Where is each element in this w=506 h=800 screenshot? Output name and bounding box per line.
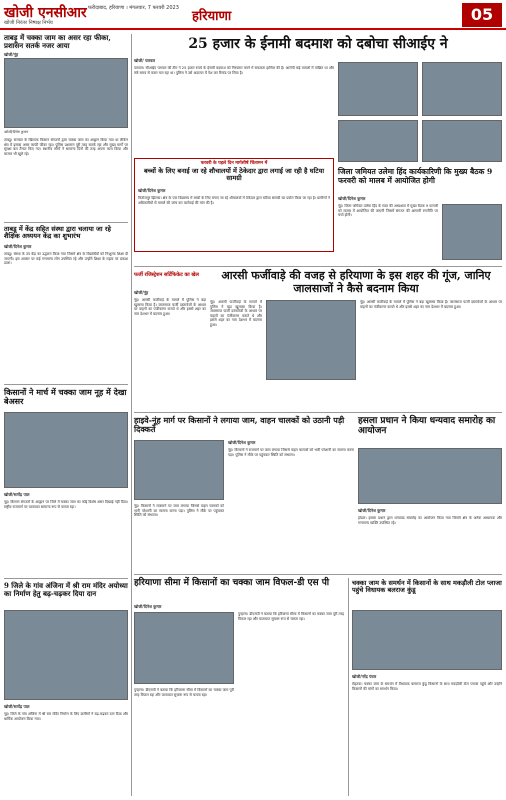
story10-photo <box>352 610 502 670</box>
story3-headline: किसानों ने मार्च में चक्का जाम नूह में देखा बेअसर <box>4 387 127 407</box>
story4-photo <box>4 610 128 700</box>
story9-body: पुन्हाना। डीएसपी ने बताया कि हरियाणा सीमा में किसानों का चक्का जाम पूरी तरह विफल रहा और यातायात सुचारू रूप से चलता रहा। <box>238 612 344 621</box>
lead-headline: 25 हजार के ईनामी बदमाश को दबोचा सीआईए ने <box>188 36 448 52</box>
story7-byline: खोजी/दिनेश कुमार <box>228 440 256 445</box>
masthead: खोजी एनसीआर <box>4 5 87 21</box>
story7-photo <box>134 440 224 500</box>
lead-photo-lower-left <box>338 120 418 162</box>
story5-photo <box>442 204 502 260</box>
divider <box>4 578 128 579</box>
story9-byline: खोजी/दिनेश कुमार <box>134 604 162 609</box>
story6-body-col3: नूंह। आरसी फर्जीवाड़े के मामले में पुलिस ने बड़ा खुलासा किया है। जालसाज फर्जी दस्तावेजों के आधार पर वाहनों का पंजीकरण कराते थे और इससे शहर का नाम देशभर में बदनाम हुआ। <box>360 300 502 309</box>
story6-body-col2: नूंह। आरसी फर्जीवाड़े के मामले में पुलिस ने बड़ा खुलासा किया है। जालसाज फर्जी दस्तावेजों के आधार पर वाहनों का पंजीकरण कराते थे और इससे शहर का नाम देशभर में बदनाम हुआ। <box>210 300 262 327</box>
divider <box>134 266 502 267</box>
lead-photo-lower-right <box>422 120 502 162</box>
story7-headline: हाइवे-नूंह मार्ग पर किसानों ने लगाया जाम, वाहन चालकों को उठानी पड़ी दिक्कतें <box>134 415 345 435</box>
divider <box>4 384 128 385</box>
story8-headline: हसला प्रधान ने किया धन्यवाद समारोह का आयोजन <box>358 416 496 437</box>
story9-headline: हरियाणा सीमा में किसानों का चक्का जाम विफल-डी एस पी <box>134 578 330 588</box>
story2-headline: ताबडू में केंद्र सहित संस्था द्वारा चलाया जा रहे शैक्षिक अध्ययन केंद्र का शुभारंभ <box>4 225 111 241</box>
story5-body: नूंह। जिला जमियत उलेमा हिंद के सदर की अध्यक्षता में मुख्य बैठक 9 फरवरी को मालब में आयोजित की जाएगी जिसमें संगठन की आगामी रणनीति पर चर्चा होगी। <box>338 204 438 218</box>
story9-photo <box>134 612 234 684</box>
story2-byline: खोजी/दिनेश कुमार <box>4 244 32 249</box>
story7-body: नूंह। किसानों ने राजमार्ग पर जाम लगाया जिससे वाहन चालकों को भारी परेशानी का सामना करना पड़ा। पुलिस ने मौके पर पहुंचकर स्थिति को संभाला। <box>228 448 354 457</box>
story4-body: नूह। जिले के गांव अंजिना में श्री राम मंदिर निर्माण के लिए ग्रामीणों ने बढ़-चढ़कर दान दिया और धार्मिक आयोजन किया गया। <box>4 712 128 721</box>
box-byline: खोजी/दिनेश कुमार <box>138 188 166 193</box>
story6-subhead: फर्जी रजिस्ट्रेशन सर्टिफिकेट का खेल <box>134 272 199 278</box>
dateline: फरीदाबाद, हरियाणा । मंगलवार, 7 फरवरी 2023 <box>88 5 179 11</box>
column-divider <box>131 34 132 796</box>
story1-byline: खोजी/नूंह <box>4 52 19 57</box>
story5-headline: जिला जमियत उलेमा हिंद कार्यकारिणी कि मुख्य बैठक 9 फरवरी को मालब में आयोजित होगी <box>338 167 493 185</box>
story3-byline: खोजी/सत्येंद्र पाल <box>4 492 30 497</box>
story6-byline: खोजी/नूंह <box>134 290 149 295</box>
story1-caption: खोजी/दिनेश कुमार <box>4 130 28 134</box>
story2-body: ताबडू। संस्था के उप केंद्र का उद्घाटन किया गया जिसमें क्षेत्र के विद्यार्थियों को निःशुल्क शिक्षा दी जाएगी। इस अवसर पर कई गणमान्य लोग उपस्थित रहे और उन्होंने शिक्षा के महत्व पर प्रकाश डाला। <box>4 252 128 266</box>
lead-body: पलवल। सीआईए पलवल की टीम ने 25 हजार रुपये के ईनामी बदमाश को गिरफ्तार करने में सफलता हासिल की है। आरोपी कई मामलों में वांछित था और लंबे समय से फरार चल रहा था। पुलिस ने उसे अदालत में पेश कर रिमांड पर लिया है। <box>134 66 334 75</box>
story8-byline: खोजी/दिनेश कुमार <box>358 508 386 513</box>
column-divider <box>348 578 349 796</box>
story3-photo <box>4 412 128 488</box>
story6-body-col1: नूंह। आरसी फर्जीवाड़े के मामले में पुलिस ने बड़ा खुलासा किया है। जालसाज फर्जी दस्तावेजों के आधार पर वाहनों का पंजीकरण कराते थे और इससे शहर का नाम देशभर में बदनाम हुआ। <box>134 298 206 316</box>
story5-byline: खोजी/दिनेश कुमार <box>338 196 366 201</box>
section-title: हरियाणा <box>192 9 232 24</box>
story10-headline: चक्का जाम के समर्थन में किसानों के साथ मकड़ौली टोल प्लाजा पहुंचे विधायक बलराज कुंडू <box>352 579 502 595</box>
story1-photo <box>4 58 128 128</box>
story6-headline: आरसी फर्जीवाड़े की वजह से हरियाणा के इस शहर की गूंज, जानिए जालसाजों ने कैसे बदनाम किया <box>221 269 491 295</box>
story7-body-col2: नूंह। किसानों ने राजमार्ग पर जाम लगाया जिससे वाहन चालकों को भारी परेशानी का सामना करना पड़ा। पुलिस ने मौके पर पहुंचकर स्थिति को संभाला। <box>134 504 224 518</box>
story3-body: नूह। किसान संगठनों के आह्वान पर जिले में चक्का जाम का कोई विशेष असर दिखाई नहीं दिया। राष्ट्रीय राजमार्ग पर यातायात सामान्य रूप से चलता रहा। <box>4 500 128 509</box>
story10-body: रोहतक। चक्का जाम के समर्थन में विधायक बलराज कुंडू किसानों के साथ मकड़ौली टोल प्लाजा पहुंचे और उन्होंने किसानों की मांगों का समर्थन किया। <box>352 682 502 691</box>
story6-photo <box>266 300 356 380</box>
page-number: 05 <box>462 3 502 27</box>
story8-body: होडल। हसला प्रधान द्वारा धन्यवाद समारोह का आयोजन किया गया जिसमें क्षेत्र के अनेक अध्यापक और गणमान्य व्यक्ति उपस्थित रहे। <box>358 516 502 525</box>
page-header <box>0 0 506 30</box>
divider <box>134 412 502 413</box>
lead-byline: खोजी/ पलवल <box>134 58 156 63</box>
box-headline: बच्चों के लिए बनाई जा रहे शौचालयों में ठेकेदार द्वारा लगाई जा रही है घटिया सामग्री <box>143 167 325 183</box>
box-body: फिरोजपुर झिरका। क्षेत्र के एक विद्यालय में बच्चों के लिए बनाए जा रहे शौचालयों में ठेकेदार द्वारा घटिया सामग्री का प्रयोग किया जा रहा है। ग्रामीणों ने अधिकारियों से मामले की जांच कर कार्रवाई की मांग की है। <box>138 196 330 205</box>
story4-headline: 9 जिले के गांव अंजिना में श्री राम मंदिर अयोध्या का निर्माण हेतु बढ़-चढ़कर दिया दान <box>4 581 128 599</box>
lead-photo-right <box>422 62 502 116</box>
divider <box>4 222 128 223</box>
divider <box>134 574 502 575</box>
story1-headline: ताबड़ू में चक्का जाम का असर रहा फीका, प्रशासन सतर्क नजर आया <box>4 33 111 51</box>
story4-byline: खोजी/सत्येंद्र पाल <box>4 704 30 709</box>
story9-body-col2: पुन्हाना। डीएसपी ने बताया कि हरियाणा सीमा में किसानों का चक्का जाम पूरी तरह विफल रहा और यातायात सुचारू रूप से चलता रहा। <box>134 688 234 697</box>
masthead-tagline: खोजी निरंतर निष्पक्ष निर्भय <box>4 20 53 26</box>
lead-photo-left <box>338 62 418 116</box>
story10-byline: खोजी/नरेंद्र पंवार <box>352 674 377 679</box>
story8-photo <box>358 448 502 504</box>
box-kicker: फरवरी के पहले दिन मार्गशीर्ष चिंतामन में <box>200 161 268 166</box>
story1-body: ताबडू। सरकार के खिलाफ किसान संगठनों द्वारा चक्का जाम का आह्वान किया गया था लेकिन क्षेत्र में इसका असर काफी फीका रहा। पुलिस प्रशासन पूरी तरह सतर्क रहा और मुख्य मार्गों पर सुरक्षा बल तैनात किए गए। स्थानीय लोगों ने सामान्य दिनों की तरह अपना काम किया और बाजार भी खुले रहे। <box>4 138 128 156</box>
